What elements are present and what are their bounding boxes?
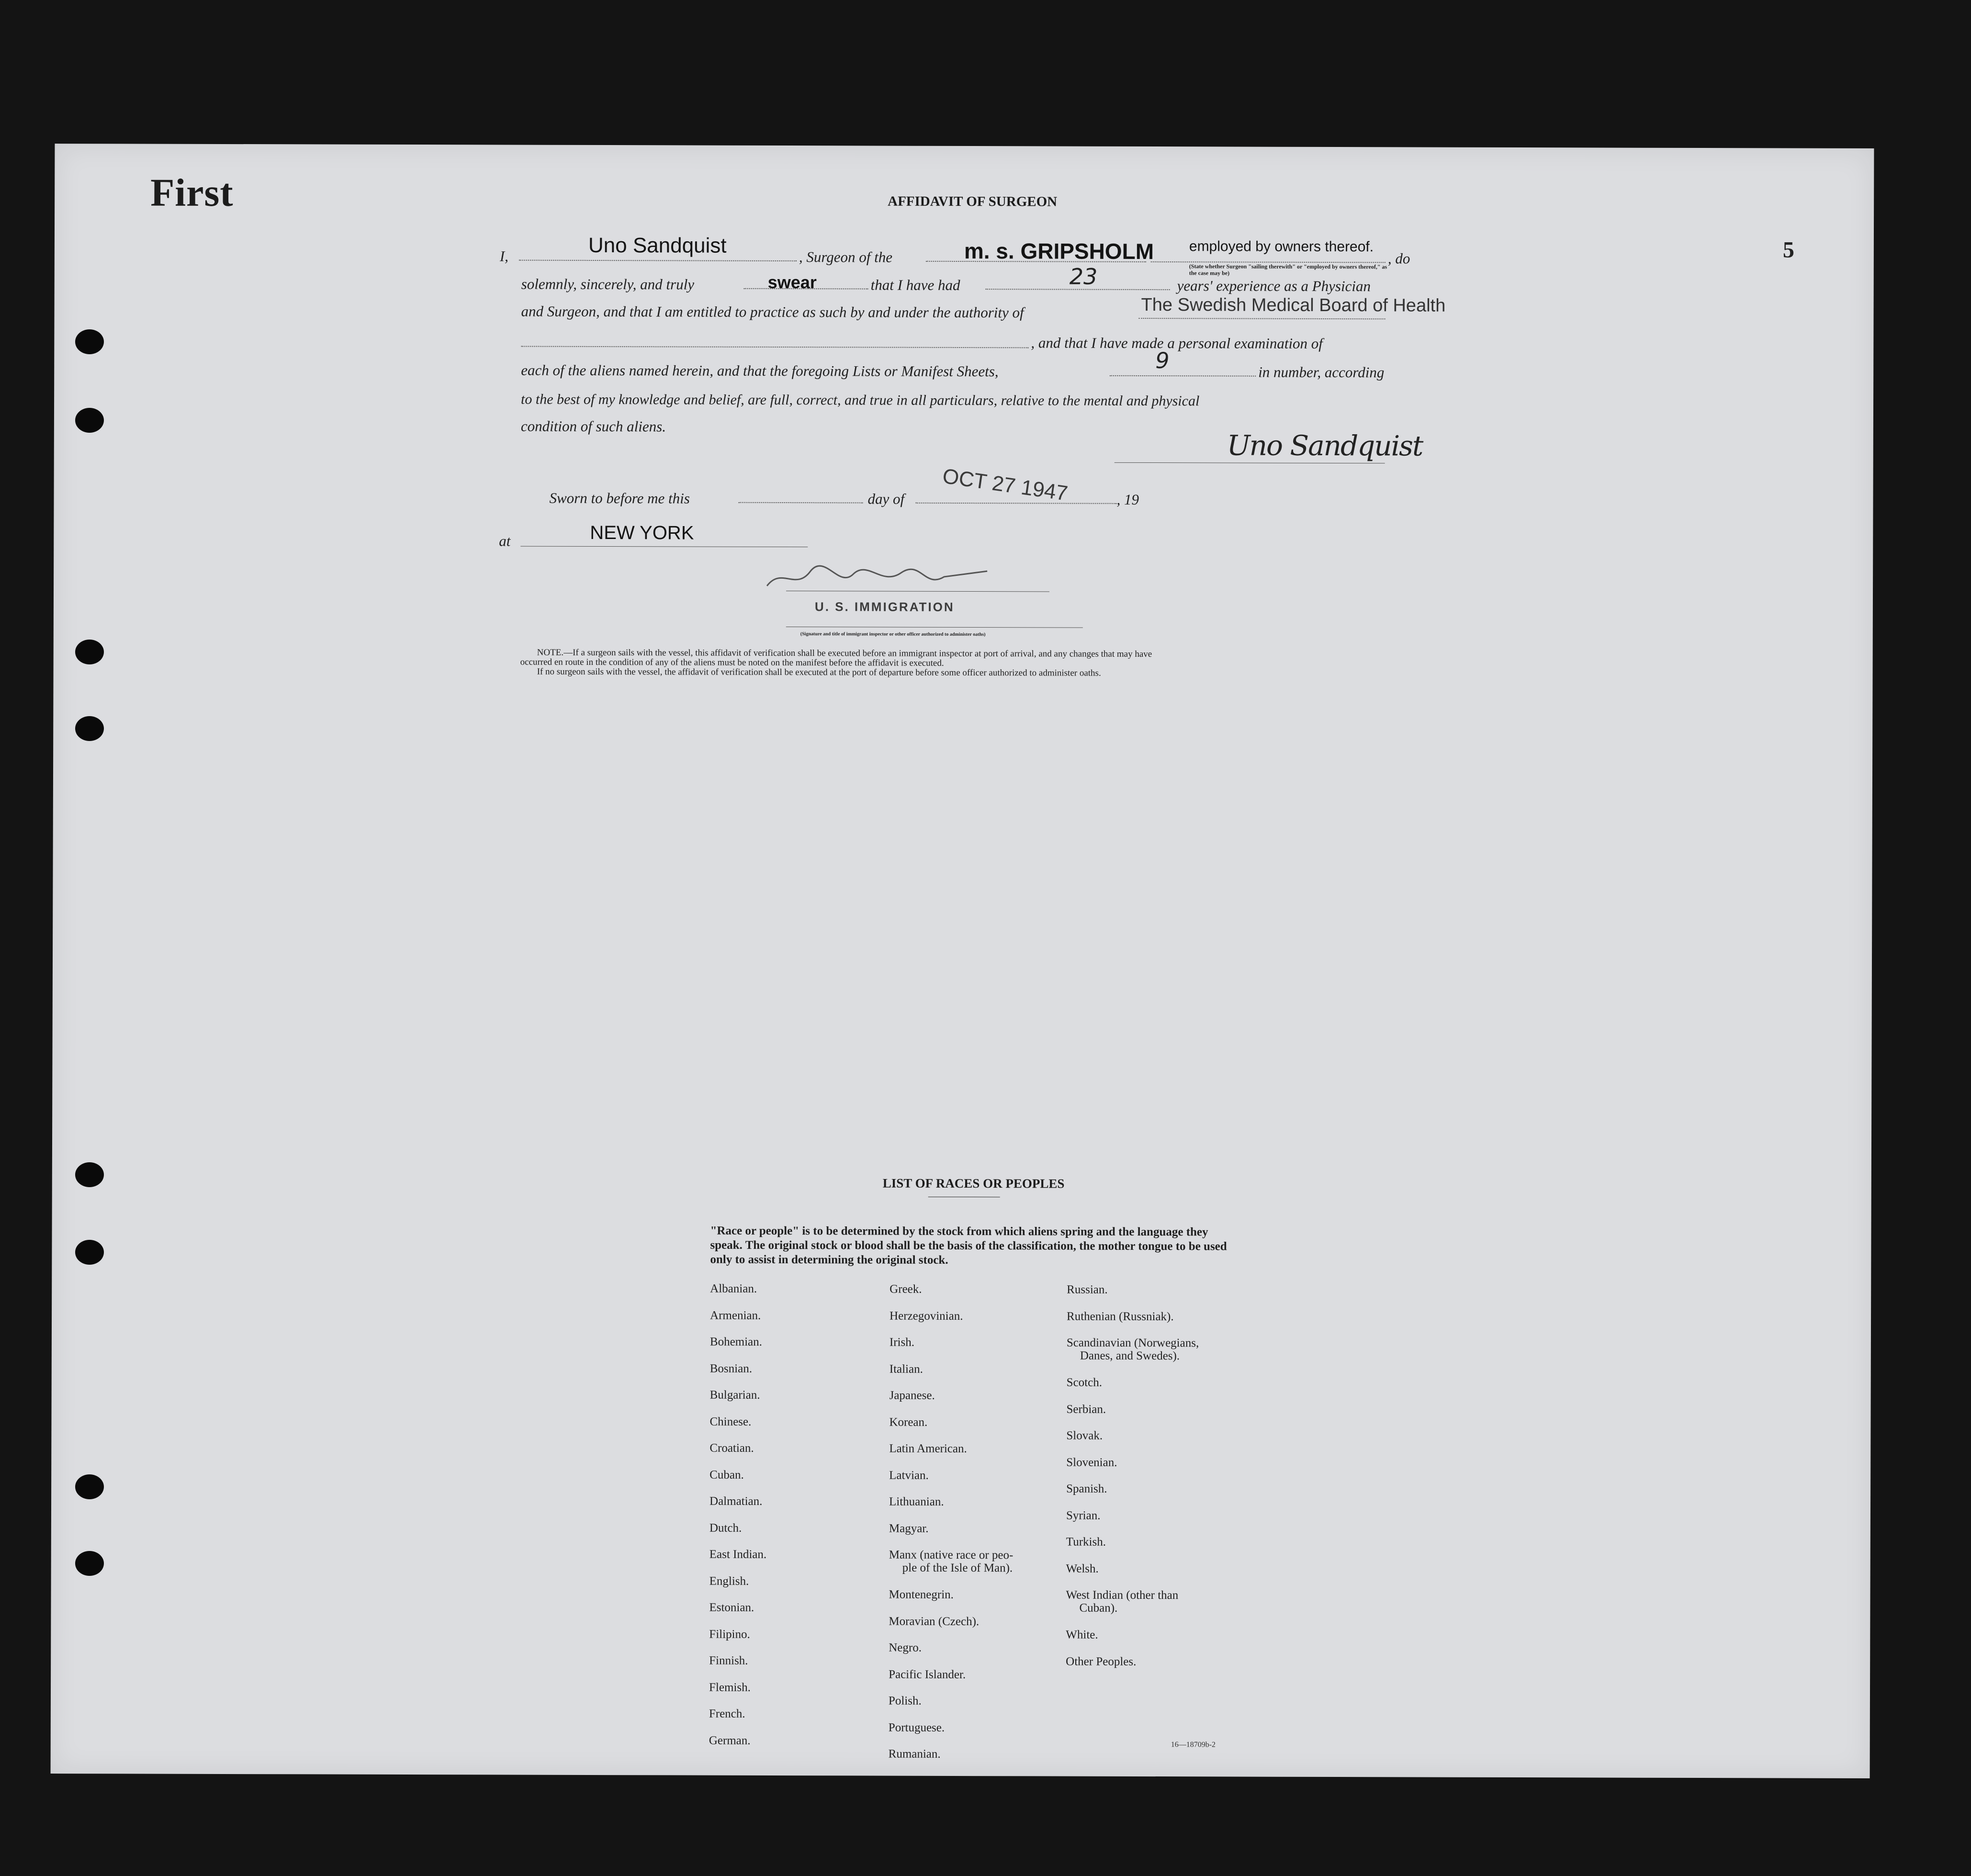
race-item: French.: [709, 1707, 745, 1720]
race-item: Portuguese.: [888, 1721, 945, 1734]
race-item: Other Peoples.: [1066, 1655, 1137, 1668]
officer-caption-line: [786, 627, 1083, 628]
year-prefix: , 19: [1116, 491, 1139, 508]
punch-hole: [75, 1162, 104, 1187]
affidavit-title: AFFIDAVIT OF SURGEON: [888, 193, 1058, 210]
punch-hole: [75, 408, 104, 433]
race-item: Korean.: [889, 1415, 928, 1429]
races-column-2: [889, 1283, 1014, 1775]
note-line-2: occurred en route in the condition of any of the aliens must be noted on the manifest before the affidavit is executed.: [520, 657, 944, 668]
race-item: Slovak.: [1066, 1429, 1103, 1442]
race-item: Italian.: [889, 1362, 923, 1376]
race-item: Flemish.: [709, 1681, 751, 1694]
race-item: Bulgarian.: [710, 1388, 760, 1402]
race-item: Chinese.: [710, 1415, 752, 1428]
authority-blank-2: [521, 346, 1028, 348]
race-item: Manx (native race or peo- ple of the Isle of Man).: [889, 1548, 1014, 1575]
personal-exam-text: , and that I have made a personal examination of: [1031, 334, 1323, 352]
race-item: Albanian.: [710, 1282, 757, 1295]
punch-hole: [75, 329, 104, 354]
authority-value: The Swedish Medical Board of Health: [1141, 294, 1446, 316]
race-item: Dalmatian.: [710, 1494, 763, 1508]
race-item: Welsh.: [1066, 1562, 1099, 1575]
page-number: 5: [1782, 237, 1794, 263]
race-item: Finnish.: [709, 1654, 748, 1667]
race-item: Bohemian.: [710, 1335, 762, 1348]
race-item: Serbian.: [1066, 1403, 1106, 1416]
punch-hole: [75, 1551, 104, 1576]
best-of-text: to the best of my knowledge and belief, are full, correct, and true in all particulars, relative to the mental and physical: [521, 391, 1200, 409]
race-item: Polish.: [888, 1694, 922, 1707]
surgeon-signature: Uno Sandquist: [1227, 429, 1423, 462]
official-signature-scribble: [762, 562, 1011, 596]
that-i-have-had: that I have had: [870, 276, 960, 293]
race-item: Latin American.: [889, 1442, 967, 1456]
and-surgeon-text: and Surgeon, and that I am entitled to practice as such by and under the authority of: [521, 303, 1024, 321]
races-title: LIST OF RACES OR PEOPLES: [882, 1176, 1065, 1191]
employed-text: employed by owners thereof.: [1189, 238, 1374, 255]
state-note: (State whether Surgeon "sailing therewith" or "employed by owners thereof," as the case may be): [1189, 263, 1387, 277]
officer-caption: (Signature and title of immigrant inspector or other officer authorized to administer oaths): [800, 631, 986, 638]
race-item: West Indian (other than Cuban).: [1066, 1588, 1179, 1615]
swear-value: swear: [767, 272, 817, 292]
race-item: Turkish.: [1066, 1535, 1106, 1549]
race-item: Lithuanian.: [889, 1495, 944, 1508]
day-of-text: day of: [867, 490, 905, 507]
race-item: Scotch.: [1066, 1376, 1103, 1389]
punch-hole: [75, 1474, 104, 1499]
race-item: German.: [709, 1734, 751, 1747]
race-item: Bosnian.: [710, 1362, 753, 1375]
race-item: Moravian (Czech).: [889, 1615, 980, 1628]
surgeon-name: Uno Sandquist: [588, 233, 727, 258]
race-item: Negro.: [889, 1641, 922, 1654]
race-item: Pacific Islander.: [889, 1668, 966, 1681]
race-item: Croatian.: [710, 1441, 754, 1455]
race-item: Japanese.: [889, 1389, 935, 1402]
vessel-name: m. s. GRIPSHOLM: [964, 238, 1154, 264]
races-column-3: [1066, 1283, 1199, 1682]
race-item: Filipino.: [709, 1628, 750, 1641]
punch-hole: [75, 716, 104, 741]
authority-blank: [1139, 318, 1385, 319]
race-item: East Indian.: [709, 1548, 767, 1561]
place-value: NEW YORK: [590, 522, 694, 544]
race-item: Scandinavian (Norwegians, Danes, and Swedes).: [1066, 1336, 1199, 1363]
years-value: 23: [1069, 263, 1098, 290]
month-blank: [916, 503, 1117, 504]
race-item: Spanish.: [1066, 1482, 1107, 1495]
form-number: 16—18709b-2: [1171, 1741, 1216, 1749]
race-item: Estonian.: [709, 1601, 755, 1614]
race-item: Syrian.: [1066, 1509, 1101, 1522]
sheets-value: 9: [1155, 348, 1170, 374]
date-stamp: OCT 27 1947: [941, 464, 1070, 506]
punch-hole: [75, 1240, 104, 1265]
surgeon-signature-line: [1115, 462, 1385, 463]
races-column-1: [709, 1282, 767, 1761]
race-item: Irish.: [889, 1336, 915, 1349]
in-number-text: in number, according: [1258, 363, 1385, 381]
race-item: Magyar.: [889, 1522, 929, 1535]
each-alien-text: each of the aliens named herein, and that the foregoing Lists or Manifest Sheets,: [521, 361, 999, 380]
races-intro: "Race or people" is to be determined by the stock from which aliens spring and the language they speak. The original stock or blood shall be the basis of the classification, the mother tongue to be used only to assist in determining the original stock.: [710, 1224, 1227, 1267]
immigration-stamp: U. S. IMMIGRATION: [814, 599, 955, 614]
do-text: , do: [1387, 250, 1410, 267]
affidavit-i: I,: [499, 247, 508, 265]
race-item: Montenegrin.: [889, 1588, 954, 1601]
punch-hole: [75, 640, 104, 664]
race-item: Slovenian.: [1066, 1456, 1117, 1469]
sheets-blank: [1110, 375, 1256, 377]
race-item: Herzegovinian.: [890, 1309, 963, 1323]
race-item: White.: [1066, 1628, 1098, 1641]
race-item: Latvian.: [889, 1469, 929, 1482]
solemnly-text: solemnly, sincerely, and truly: [521, 275, 695, 293]
race-item: English.: [709, 1574, 749, 1588]
race-item: Rumanian.: [888, 1747, 941, 1761]
years-experience-text: years' experience as a Physician: [1177, 277, 1371, 295]
race-item: Greek.: [890, 1282, 922, 1296]
day-blank: [739, 502, 863, 504]
place-blank: [520, 546, 808, 548]
sworn-text: Sworn to before me this: [549, 489, 690, 507]
note-line-3: If no surgeon sails with the vessel, the affidavit of verification shall be executed at the port of departure before some officer authorized to administer oaths.: [537, 666, 1101, 678]
note-line-1: NOTE.—If a surgeon sails with the vessel, this affidavit of verification shall be executed before an immigrant inspector at port of arrival, and any changes that may have: [537, 647, 1152, 660]
name-blank: [519, 260, 797, 262]
condition-text: condition of such aliens.: [520, 417, 666, 435]
document-page: [51, 144, 1874, 1778]
surgeon-of-the-text: , Surgeon of the: [799, 248, 893, 266]
at-text: at: [499, 532, 511, 550]
race-item: Dutch.: [709, 1521, 742, 1535]
race-item: Russian.: [1067, 1283, 1108, 1296]
race-item: Cuban.: [710, 1468, 744, 1482]
header-first: First: [150, 170, 234, 215]
race-item: Armenian.: [710, 1309, 761, 1322]
race-item: Ruthenian (Russniak).: [1067, 1310, 1174, 1323]
